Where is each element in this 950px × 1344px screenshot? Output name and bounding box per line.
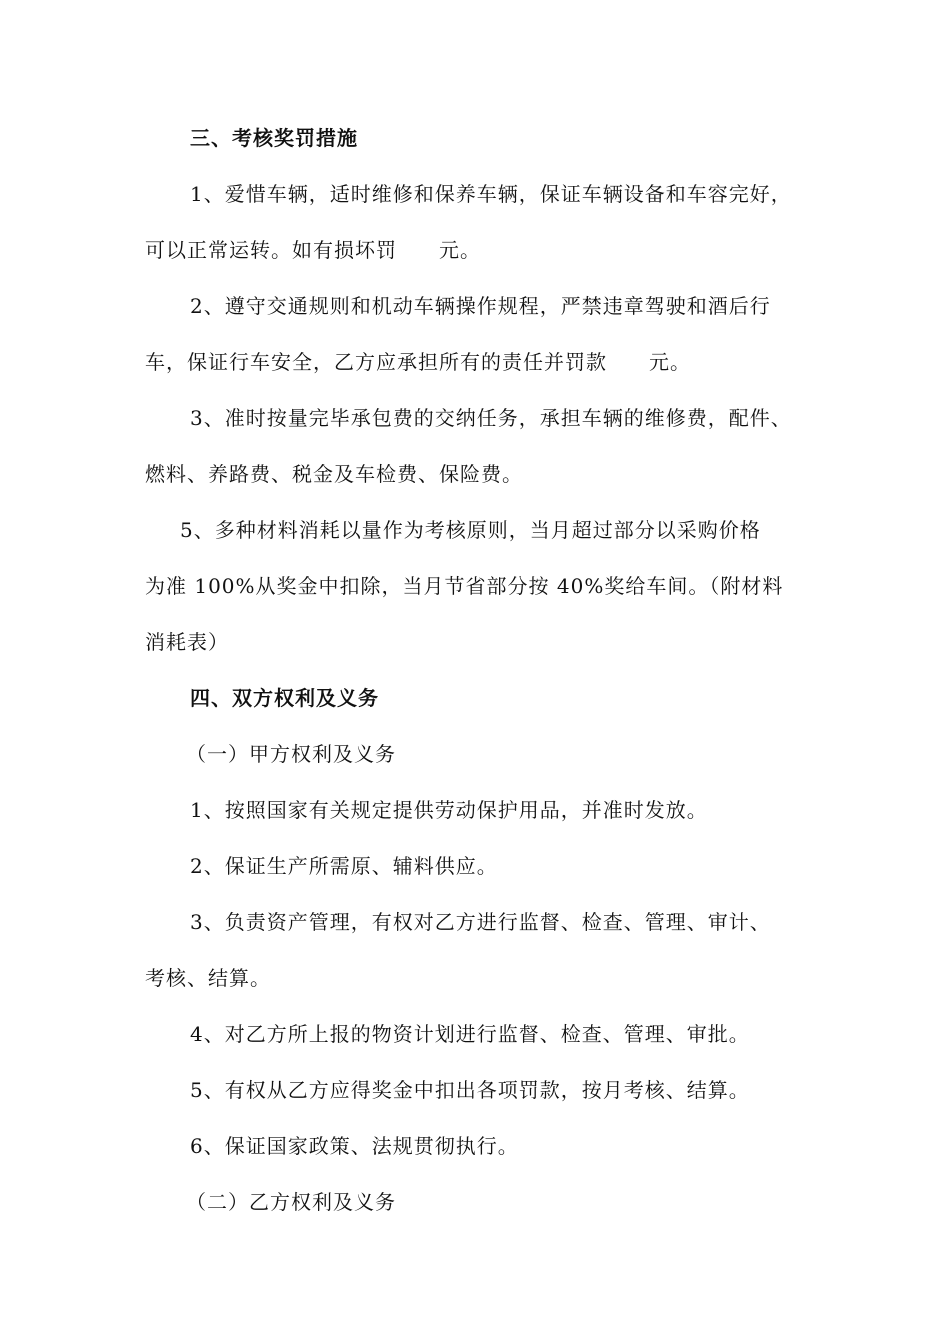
paragraph-line: 3、负责资产管理，有权对乙方进行监督、检查、管理、审计、 xyxy=(190,910,771,934)
paragraph-line: 消耗表） xyxy=(145,630,229,654)
paragraph-line: 4、对乙方所上报的物资计划进行监督、检查、管理、审批。 xyxy=(190,1022,750,1046)
section-heading-rights: 四、双方权利及义务 xyxy=(190,686,379,710)
paragraph-line: 3、准时按量完毕承包费的交纳任务，承担车辆的维修费，配件、 xyxy=(190,406,792,430)
paragraph-line: 6、保证国家政策、法规贯彻执行。 xyxy=(190,1134,519,1158)
subsection-heading-party-b: （二）乙方权利及义务 xyxy=(186,1190,396,1214)
section-heading-assessment: 三、考核奖罚措施 xyxy=(190,126,358,150)
paragraph-line: 1、爱惜车辆，适时维修和保养车辆，保证车辆设备和车容完好， xyxy=(190,182,792,206)
paragraph-line: 为准 100%从奖金中扣除，当月节省部分按 40%奖给车间。（附材料 xyxy=(145,574,784,598)
paragraph-line: 燃料、养路费、税金及车检费、保险费。 xyxy=(145,462,523,486)
paragraph-line: 5、有权从乙方应得奖金中扣出各项罚款，按月考核、结算。 xyxy=(190,1078,750,1102)
paragraph-line: 5、多种材料消耗以量作为考核原则，当月超过部分以采购价格 xyxy=(180,518,761,542)
paragraph-line: 考核、结算。 xyxy=(145,966,271,990)
paragraph-line: 1、按照国家有关规定提供劳动保护用品，并准时发放。 xyxy=(190,798,708,822)
paragraph-line: 车，保证行车安全，乙方应承担所有的责任并罚款 元。 xyxy=(145,350,691,374)
paragraph-line: 可以正常运转。如有损坏罚 元。 xyxy=(145,238,481,262)
subsection-heading-party-a: （一）甲方权利及义务 xyxy=(186,742,396,766)
paragraph-line: 2、保证生产所需原、辅料供应。 xyxy=(190,854,498,878)
paragraph-line: 2、遵守交通规则和机动车辆操作规程，严禁违章驾驶和酒后行 xyxy=(190,294,771,318)
